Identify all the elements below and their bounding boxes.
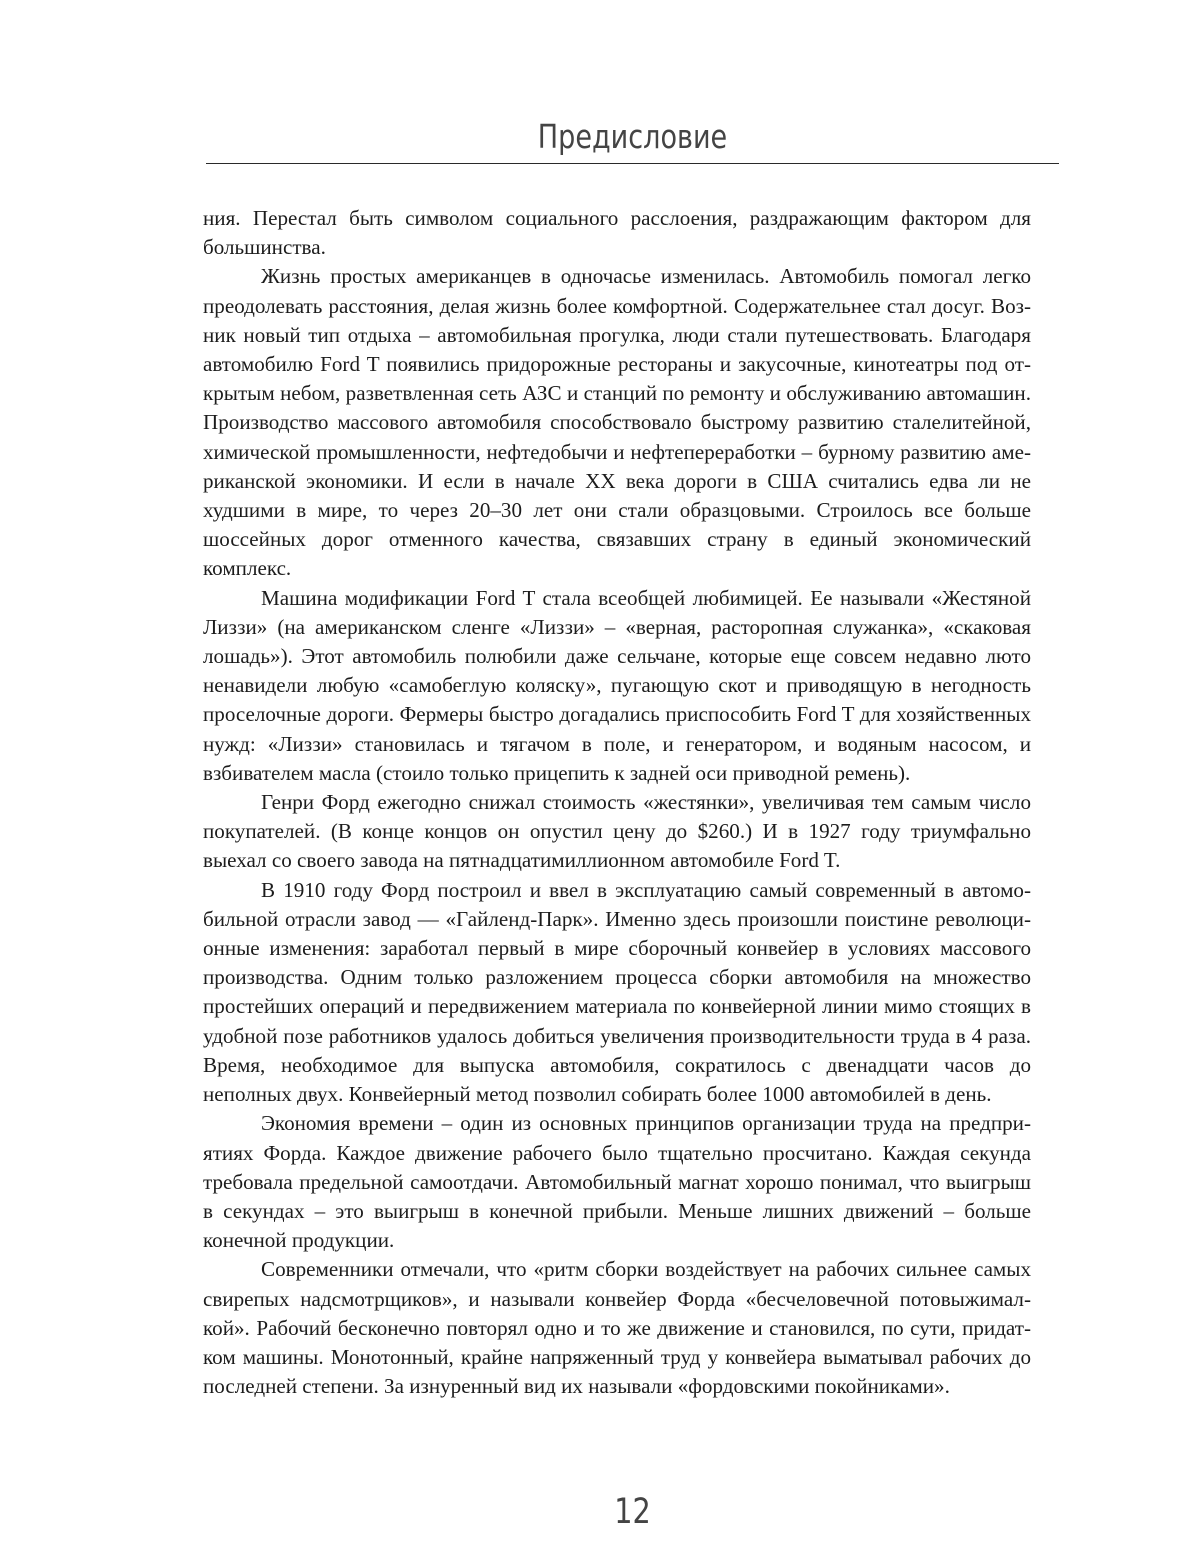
- page-number: 12: [614, 1492, 651, 1532]
- body-text: [203, 204, 1031, 1401]
- header-divider: [206, 163, 1059, 164]
- paragraph: Генри Форд ежегодно снижал стоимость «жестянки», увеличивая тем самым число покупателей. (В конце концов он опустил цену до $260.) И в 1927 году триумфально выехал со своего завода на пятнадцатимиллионном автомобиле Ford T.: [203, 790, 1031, 873]
- paragraph: Жизнь простых американцев в одночасье изменилась. Автомобиль помогал легко преодолевать расстояния, делая жизнь более комфортной. Содержательнее стал досуг. Возник новый тип отдыха – автомобильная прогулка, люди стали путешествовать. Благодаря автомобилю Ford T появились придорожные рестораны и закусочные, кинотеатры под открытым небом, разветвленная сеть АЗС и станций по ремонту и обслуживанию автомашин. Производство массового автомобиля способствовало быстрому развитию сталелитейной, химической промышленности, нефтедобычи и нефтепереработки – бурному развитию американской экономики. И если в начале XX века дороги в США считались едва ли не худшими в мире, то через 20–30 лет они стали образцовыми. Строилось все больше шоссейных дорог отменного качества, связавших страну в единый экономический комплекс.: [203, 264, 1031, 581]
- paragraph: Современники отмечали, что «ритм сборки воздействует на рабочих сильнее самых свирепых надсмотрщиков», и называли конвейер Форда «бесчеловечной потовыжималкой». Рабочий бесконечно повторял одно и то же движение и становился, по сути, придатком машины. Монотонный, крайне напряженный труд у конвейера выматывал рабочих до последней степени. За изнуренный вид их называли «фордовскими покойниками».: [203, 1257, 1031, 1399]
- paragraph-continuation: ния. Перестал быть символом социального расслоения, раздражающим фактором для большинства.: [203, 206, 1031, 260]
- paragraph: Экономия времени – один из основных принципов организации труда на предприятиях Форда. Каждое движение рабочего было тщательно просчитано. Каждая секунда требовала предельной самоотдачи. Автомобильный магнат хорошо понимал, что выигрыш в секундах – это выигрыш в конечной прибыли. Меньше лишних движений – больше конечной продукции.: [203, 1111, 1031, 1253]
- paragraph: Машина модификации Ford T стала всеобщей любимицей. Ее называли «Жестяной Лиззи» (на американском сленге «Лиззи» – «верная, расторопная служанка», «скаковая лошадь»). Этот автомобиль полюбили даже сельчане, которые еще совсем недавно люто ненавидели любую «самобеглую коляску», пугающую скот и приводящую в негодность проселочные дороги. Фермеры быстро догадались приспособить Ford T для хозяйственных нужд: «Лиззи» становилась и тягачом в поле, и генератором, и водяным насосом, и взбивателем масла (стоило только прицепить к задней оси приводной ремень).: [203, 585, 1031, 785]
- running-header-title: Предисловие: [537, 117, 728, 156]
- paragraph: В 1910 году Форд построил и ввел в эксплуатацию самый современный в автомобильной отрасли завод — «Гайленд-Парк». Именно здесь произошли поистине революционные изменения: заработал первый в мире сборочный конвейер в условиях массового производства. Одним только разложением процесса сборки автомобиля на множество простейших операций и передвижением материала по конвейерной линии мимо стоящих в удобной позе работников удалось добиться увеличения производительности труда в 4 раза. Время, необходимое для выпуска автомобиля, сократилось с двенадцати часов до неполных двух. Конвейерный метод позволил собирать более 1000 автомобилей в день.: [203, 877, 1031, 1107]
